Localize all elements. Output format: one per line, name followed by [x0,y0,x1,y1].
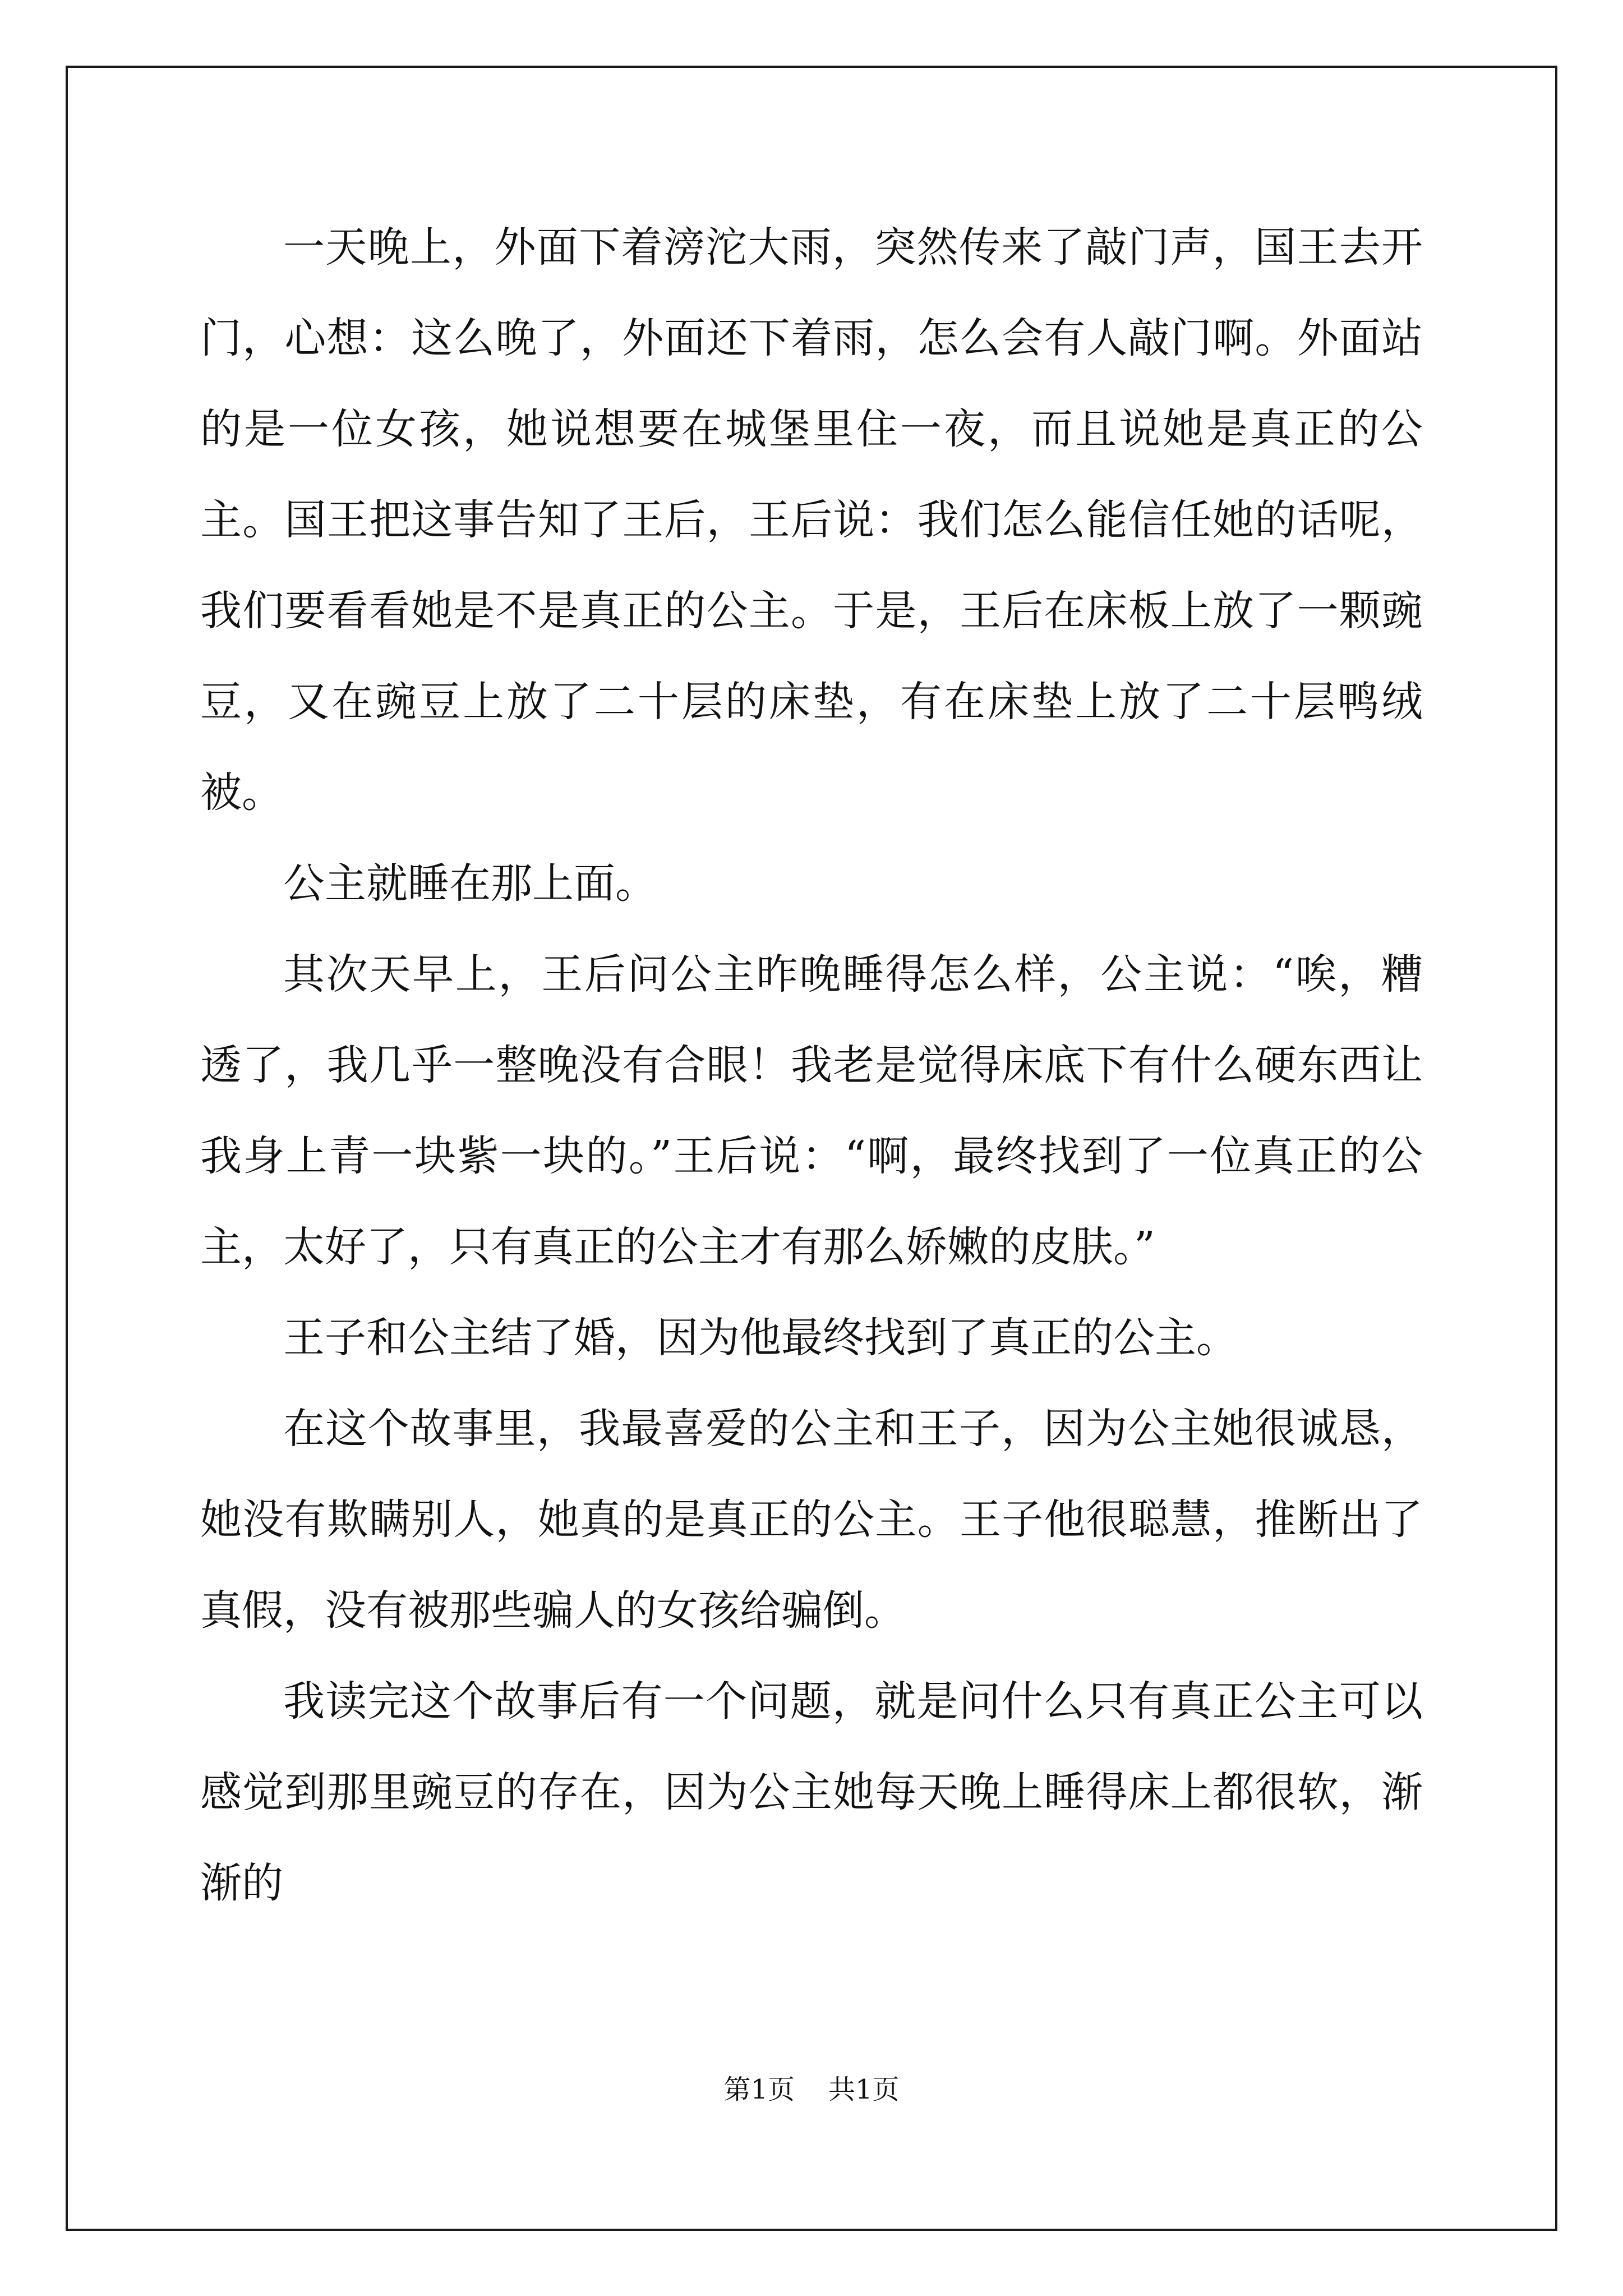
paragraph-3: 其次天早上，王后问公主昨晚睡得怎么样，公主说：“唉，糟透了，我几乎一整晚没有合眼！我老是觉得床底下有什么硬东西让我身上青一块紫一块的。”王后说：“啊，最终找到了一位真正的公主，太好了，只有真正的公主才有那么娇嫩的皮肤。” [200,950,1423,1271]
paragraph-5: 在这个故事里，我最喜爱的公主和王子，因为公主她很诚恳，她没有欺瞒别人，她真的是真正的公主。王子他很聪慧，推断出了真假，没有被那些骗人的女孩给骗倒。 [200,1405,1423,1635]
paragraph-1: 一天晚上，外面下着滂沱大雨，突然传来了敲门声，国王去开门，心想：这么晚了，外面还下着雨，怎么会有人敲门啊。外面站的是一位女孩，她说想要在城堡里住一夜，而且说她是真正的公主。国王把这事告知了王后，王后说：我们怎么能信任她的话呢，我们要看看她是不是真正的公主。于是，王后在床板上放了一颗豌豆，又在豌豆上放了二十层的床垫，有在床垫上放了二十层鸭绒被。 [200,223,1423,817]
paragraph-6: 我读完这个故事后有一个问题，就是问什么只有真正公主可以感觉到那里豌豆的存在，因为公主她每天晚上睡得床上都很软，渐渐的 [200,1677,1423,1907]
paragraph-2: 公主就睡在那上面。 [283,859,657,908]
page-number-total: 共1页 [828,2074,900,2105]
paragraph-4: 王子和公主结了婚，因为他最终找到了真正的公主。 [283,1314,1238,1362]
document-body [200,202,1423,1929]
page-footer [66,2073,1557,2106]
page-number-current: 第1页 [723,2074,795,2105]
